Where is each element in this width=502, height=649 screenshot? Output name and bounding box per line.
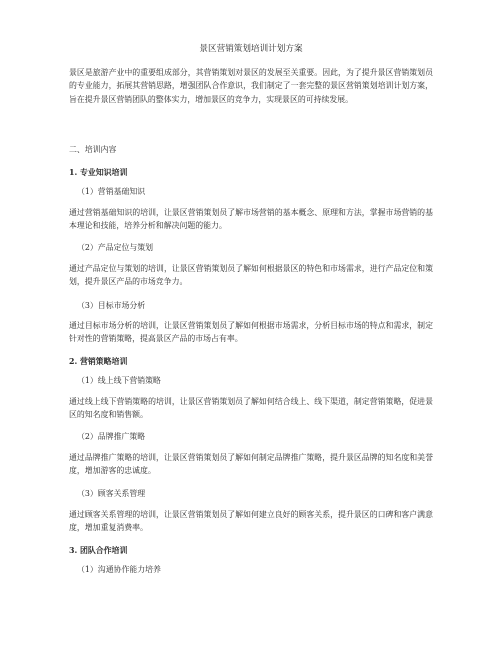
part2-heading: 2. 营销策略培训 [69, 357, 128, 366]
part1-item1-text: 通过营销基础知识的培训，让景区营销策划员了解市场营销的基本概念、原理和方法，掌握市场营销的基本理论和技能，培养分析和解决问题的能力。 [69, 208, 433, 231]
part1-item3-label: （3）目标市场分析 [77, 301, 146, 310]
part2-item3-label: （3）顾客关系管理 [77, 489, 146, 498]
intro-paragraph: 景区是旅游产业中的重要组成部分，其营销策划对景区的发展至关重要。因此，为了提升景区营销策划员的专业能力，拓展其营销思路，增强团队合作意识，我们制定了一套完整的景区营销策划培训计划方案，旨在提升景区营销团队的整体实力，增加景区的竞争力，实现景区的可持续发展。 [69, 68, 433, 104]
part3-item1-label: （1）沟通协作能力培养 [77, 565, 161, 574]
document-title: 景区营销策划培训计划方案 [199, 44, 303, 54]
part1-item3-text: 通过目标市场分析的培训，让景区营销策划员了解如何根据市场需求，分析目标市场的特点和需求，制定针对性的营销策略，提高景区产品的市场占有率。 [69, 321, 433, 344]
part3-heading: 3. 团队合作培训 [69, 546, 128, 555]
part1-item1-label: （1）营销基础知识 [77, 187, 146, 196]
part2-item2-label: （2）品牌推广策略 [77, 432, 146, 441]
part1-item2-text: 通过产品定位与策划的培训，让景区营销策划员了解如何根据景区的特色和市场需求，进行产品定位和策划，提升景区产品的市场竞争力。 [69, 264, 433, 287]
part2-item1-label: （1）线上线下营销策略 [77, 376, 161, 385]
part2-item3-text: 通过顾客关系管理的培训，让景区营销策划员了解如何建立良好的顾客关系，提升景区的口碑和客户满意度，增加重复消费率。 [69, 510, 433, 533]
part1-item2-label: （2）产品定位与策划 [77, 243, 154, 252]
part2-item2-text: 通过品牌推广策略的培训，让景区营销策划员了解如何制定品牌推广策略，提升景区品牌的知名度和美誉度，增加游客的忠诚度。 [69, 453, 433, 476]
part2-item1-text: 通过线上线下营销策略的培训，让景区营销策划员了解如何结合线上、线下渠道，制定营销策略，促进景区的知名度和销售额。 [69, 397, 433, 420]
section-heading-training-content: 二、培训内容 [69, 145, 117, 154]
part1-heading: 1. 专业知识培训 [69, 168, 128, 177]
